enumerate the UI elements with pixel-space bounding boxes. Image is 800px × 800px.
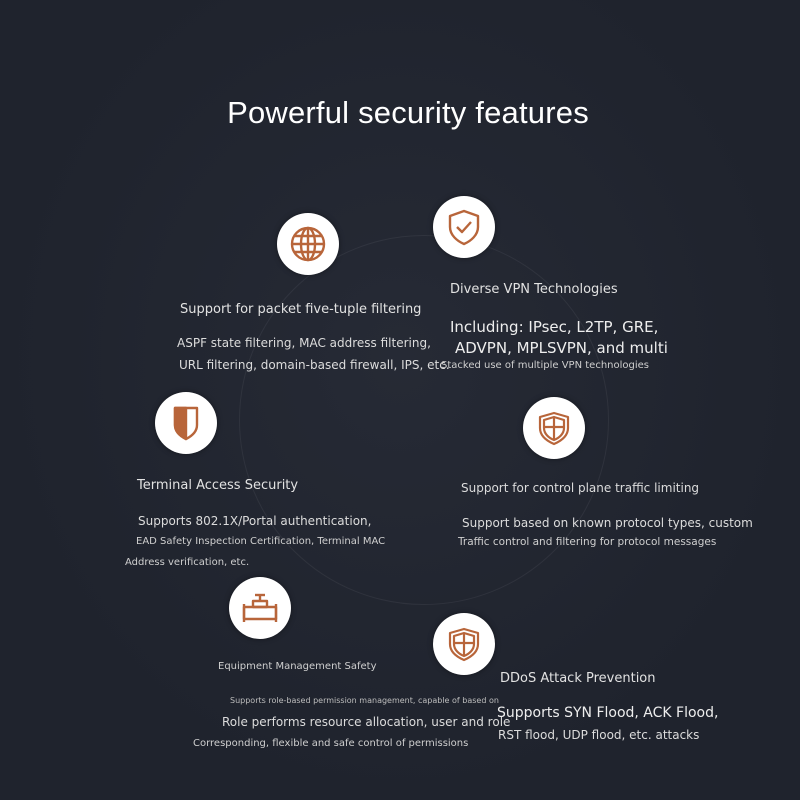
- vpn-heading: Diverse VPN Technologies: [450, 282, 618, 297]
- equipment-line3: Corresponding, flexible and safe control of permissions: [193, 738, 469, 749]
- packet-filtering-line1: ASPF state filtering, MAC address filtering,: [177, 336, 431, 350]
- packet-filtering-heading: Support for packet five-tuple filtering: [180, 302, 422, 317]
- page-title: Powerful security features: [227, 95, 589, 130]
- terminal-access-line2: EAD Safety Inspection Certification, Terminal MAC: [136, 536, 386, 547]
- vpn-line2: ADVPN, MPLSVPN, and multi: [455, 339, 668, 357]
- vpn-line1: Including: IPsec, L2TP, GRE,: [450, 318, 659, 336]
- terminal-access-line1: Supports 802.1X/Portal authentication,: [138, 514, 372, 528]
- half-shield-icon: [155, 392, 217, 454]
- ddos-line2: RST flood, UDP flood, etc. attacks: [498, 728, 700, 742]
- packet-filtering-line2: URL filtering, domain-based firewall, IPS, etc.: [179, 358, 450, 372]
- equipment-line2: Role performs resource allocation, user and role: [222, 715, 511, 729]
- ddos-line1: Supports SYN Flood, ACK Flood,: [497, 705, 719, 721]
- terminal-access-heading: Terminal Access Security: [137, 478, 299, 493]
- ddos-shield-icon: [433, 613, 495, 675]
- control-plane-line2: Traffic control and filtering for protocol messages: [458, 536, 717, 548]
- control-plane-line1: Support based on known protocol types, custom: [462, 516, 753, 530]
- control-plane-heading: Support for control plane traffic limiting: [461, 481, 700, 495]
- ddos-heading: DDoS Attack Prevention: [500, 671, 656, 686]
- cross-shield-icon: [523, 397, 585, 459]
- vpn-line3: Stacked use of multiple VPN technologies: [441, 360, 649, 371]
- globe-icon: [277, 213, 339, 275]
- equipment-line1: Supports role-based permission management, capable of based on: [230, 696, 499, 705]
- equipment-heading: Equipment Management Safety: [218, 661, 377, 672]
- shield-check-icon: [433, 196, 495, 258]
- terminal-access-line3: Address verification, etc.: [125, 557, 250, 568]
- valve-icon: [229, 577, 291, 639]
